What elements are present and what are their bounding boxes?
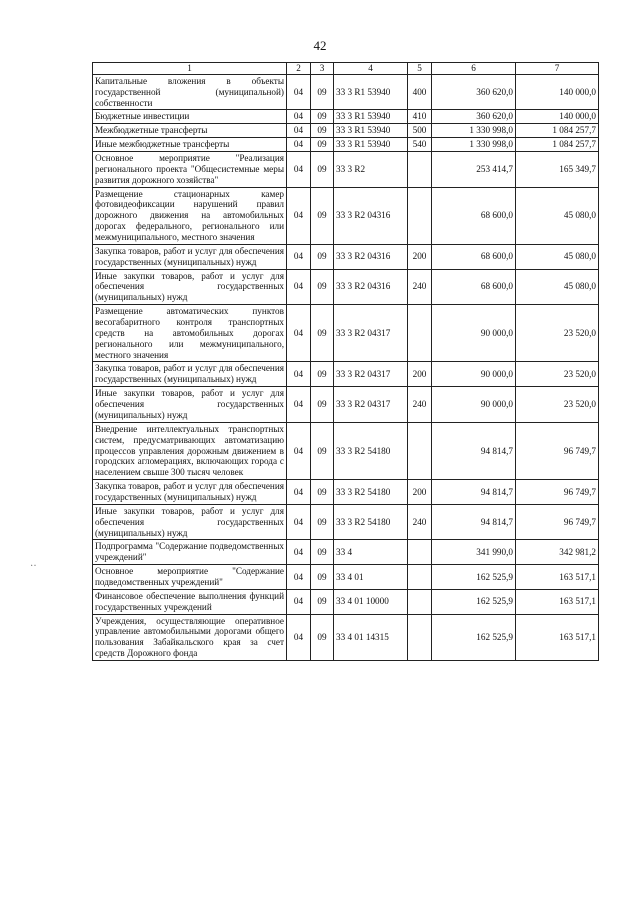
row-col6: 94 814,7 [432, 480, 516, 505]
column-header-4: 4 [334, 63, 408, 75]
row-col6: 94 814,7 [432, 504, 516, 540]
table-row [93, 565, 599, 590]
table-row [93, 305, 599, 362]
row-col7: 96 749,7 [516, 480, 599, 505]
row-col7: 23 520,0 [516, 305, 599, 362]
row-col2: 04 [287, 504, 311, 540]
column-header-7: 7 [516, 63, 599, 75]
row-col4: 33 3 R2 54180 [334, 480, 408, 505]
row-col6: 162 525,9 [432, 614, 516, 660]
row-col7: 45 080,0 [516, 244, 599, 269]
row-col7: 45 080,0 [516, 187, 599, 244]
row-col5 [408, 152, 432, 188]
row-col5: 240 [408, 387, 432, 423]
row-col2: 04 [287, 480, 311, 505]
row-col6: 90 000,0 [432, 387, 516, 423]
table-row [93, 480, 599, 505]
row-col5: 200 [408, 244, 432, 269]
row-col6: 360 620,0 [432, 110, 516, 124]
row-col4: 33 3 R2 04317 [334, 305, 408, 362]
row-name: Иные закупки товаров, работ и услуг для обеспечения государственных (муниципальных) нужд [93, 504, 287, 540]
row-name: Закупка товаров, работ и услуг для обеспечения государственных (муниципальных) нужд [93, 362, 287, 387]
row-col3: 09 [311, 565, 334, 590]
row-col5 [408, 614, 432, 660]
table-row [93, 387, 599, 423]
row-name: Основное мероприятие "Содержание подведомственных учреждений" [93, 565, 287, 590]
row-col3: 09 [311, 504, 334, 540]
row-col6: 162 525,9 [432, 565, 516, 590]
row-col7: 23 520,0 [516, 387, 599, 423]
row-col5: 200 [408, 480, 432, 505]
column-header-1: 1 [93, 63, 287, 75]
row-col7: 163 517,1 [516, 565, 599, 590]
row-col7: 165 349,7 [516, 152, 599, 188]
row-col2: 04 [287, 110, 311, 124]
row-name: Размещение автоматических пунктов весогабаритного контроля транспортных средств на автомобильных дорогах регионального или межмуниципального, местного значения [93, 305, 287, 362]
row-col3: 09 [311, 614, 334, 660]
row-col7: 1 084 257,7 [516, 138, 599, 152]
table-row [93, 504, 599, 540]
table-row [93, 540, 599, 565]
column-header-2: 2 [287, 63, 311, 75]
row-col4: 33 4 [334, 540, 408, 565]
row-col4: 33 3 R2 54180 [334, 504, 408, 540]
row-col5 [408, 422, 432, 479]
row-col4: 33 3 R2 04316 [334, 187, 408, 244]
row-col4: 33 4 01 14315 [334, 614, 408, 660]
row-col7: 1 084 257,7 [516, 124, 599, 138]
row-col5: 240 [408, 504, 432, 540]
row-col2: 04 [287, 74, 311, 110]
row-col2: 04 [287, 138, 311, 152]
row-col4: 33 3 R2 04316 [334, 269, 408, 305]
table-row [93, 124, 599, 138]
row-col4: 33 3 R1 53940 [334, 124, 408, 138]
row-col2: 04 [287, 540, 311, 565]
row-col4: 33 3 R2 54180 [334, 422, 408, 479]
row-col5 [408, 305, 432, 362]
table-row [93, 422, 599, 479]
row-col7: 140 000,0 [516, 110, 599, 124]
row-col4: 33 3 R2 04316 [334, 244, 408, 269]
row-col6: 360 620,0 [432, 74, 516, 110]
row-col6: 68 600,0 [432, 187, 516, 244]
row-name: Капитальные вложения в объекты государственной (муниципальной) собственности [93, 74, 287, 110]
row-col2: 04 [287, 565, 311, 590]
row-name: Иные закупки товаров, работ и услуг для обеспечения государственных (муниципальных) нужд [93, 269, 287, 305]
row-col3: 09 [311, 362, 334, 387]
row-col6: 341 990,0 [432, 540, 516, 565]
row-col6: 1 330 998,0 [432, 138, 516, 152]
table-row [93, 269, 599, 305]
row-name: Иные межбюджетные трансферты [93, 138, 287, 152]
budget-table [92, 62, 599, 661]
row-col2: 04 [287, 152, 311, 188]
table-row [93, 74, 599, 110]
row-col2: 04 [287, 589, 311, 614]
row-name: Иные закупки товаров, работ и услуг для обеспечения государственных (муниципальных) нужд [93, 387, 287, 423]
column-header-6: 6 [432, 63, 516, 75]
row-col2: 04 [287, 422, 311, 479]
row-col2: 04 [287, 305, 311, 362]
row-col7: 140 000,0 [516, 74, 599, 110]
row-col3: 09 [311, 124, 334, 138]
column-header-3: 3 [311, 63, 334, 75]
row-col7: 45 080,0 [516, 269, 599, 305]
row-col3: 09 [311, 152, 334, 188]
row-col7: 342 981,2 [516, 540, 599, 565]
row-col3: 09 [311, 110, 334, 124]
row-col2: 04 [287, 387, 311, 423]
row-col3: 09 [311, 589, 334, 614]
row-name: Основное мероприятие "Реализация регионального проекта "Общесистемные меры развития дорожного хозяйства" [93, 152, 287, 188]
row-col5: 500 [408, 124, 432, 138]
row-col3: 09 [311, 74, 334, 110]
row-col3: 09 [311, 387, 334, 423]
row-col4: 33 3 R1 53940 [334, 110, 408, 124]
row-col6: 94 814,7 [432, 422, 516, 479]
row-col7: 163 517,1 [516, 589, 599, 614]
row-col5 [408, 540, 432, 565]
row-col5: 410 [408, 110, 432, 124]
row-col2: 04 [287, 362, 311, 387]
row-name: Внедрение интеллектуальных транспортных систем, предусматривающих автоматизацию процессов управления дорожным движением в городских агломерациях, включающих города с населением свыше 300 тысяч человек [93, 422, 287, 479]
row-col7: 96 749,7 [516, 504, 599, 540]
table-row [93, 187, 599, 244]
table-row [93, 244, 599, 269]
row-col3: 09 [311, 540, 334, 565]
row-col5: 200 [408, 362, 432, 387]
row-col4: 33 3 R2 04317 [334, 387, 408, 423]
row-col3: 09 [311, 244, 334, 269]
table-row [93, 362, 599, 387]
row-col5 [408, 589, 432, 614]
row-col5: 240 [408, 269, 432, 305]
row-col2: 04 [287, 187, 311, 244]
row-col5 [408, 565, 432, 590]
row-col3: 09 [311, 138, 334, 152]
row-name: Учреждения, осуществляющие оперативное управление автомобильными дорогами общего пользования Забайкальского края за счет средств Дорожного фонда [93, 614, 287, 660]
row-col4: 33 3 R2 [334, 152, 408, 188]
row-col6: 90 000,0 [432, 362, 516, 387]
row-name: Закупка товаров, работ и услуг для обеспечения государственных (муниципальных) нужд [93, 480, 287, 505]
row-col5: 400 [408, 74, 432, 110]
page-number: 42 [313, 38, 327, 53]
row-name: Финансовое обеспечение выполнения функций государственных учреждений [93, 589, 287, 614]
row-col6: 253 414,7 [432, 152, 516, 188]
row-col3: 09 [311, 305, 334, 362]
table-row [93, 152, 599, 188]
table-header-row [93, 63, 599, 75]
row-col4: 33 3 R2 04317 [334, 362, 408, 387]
row-col6: 162 525,9 [432, 589, 516, 614]
row-col5: 540 [408, 138, 432, 152]
table-row [93, 589, 599, 614]
row-col7: 96 749,7 [516, 422, 599, 479]
row-col4: 33 4 01 10000 [334, 589, 408, 614]
row-col3: 09 [311, 422, 334, 479]
row-col4: 33 3 R1 53940 [334, 74, 408, 110]
row-col4: 33 3 R1 53940 [334, 138, 408, 152]
row-col3: 09 [311, 187, 334, 244]
row-col2: 04 [287, 614, 311, 660]
row-name: Межбюджетные трансферты [93, 124, 287, 138]
row-col5 [408, 187, 432, 244]
row-col6: 68 600,0 [432, 244, 516, 269]
row-col6: 90 000,0 [432, 305, 516, 362]
row-col2: 04 [287, 124, 311, 138]
row-name: Бюджетные инвестиции [93, 110, 287, 124]
row-col2: 04 [287, 269, 311, 305]
table-row [93, 614, 599, 660]
row-name: Размещение стационарных камер фотовидеофиксации нарушений правил дорожного движения на автомобильных дорогах федерального, регионального или межмуниципального, местного значения [93, 187, 287, 244]
row-col7: 23 520,0 [516, 362, 599, 387]
row-name: Подпрограмма "Содержание подведомственных учреждений" [93, 540, 287, 565]
row-col3: 09 [311, 480, 334, 505]
row-col6: 1 330 998,0 [432, 124, 516, 138]
row-name: Закупка товаров, работ и услуг для обеспечения государственных (муниципальных) нужд [93, 244, 287, 269]
row-col6: 68 600,0 [432, 269, 516, 305]
table-row [93, 110, 599, 124]
scan-artifact-mark: ‥ [30, 558, 37, 569]
row-col7: 163 517,1 [516, 614, 599, 660]
row-col4: 33 4 01 [334, 565, 408, 590]
column-header-5: 5 [408, 63, 432, 75]
table-row [93, 138, 599, 152]
row-col3: 09 [311, 269, 334, 305]
row-col2: 04 [287, 244, 311, 269]
